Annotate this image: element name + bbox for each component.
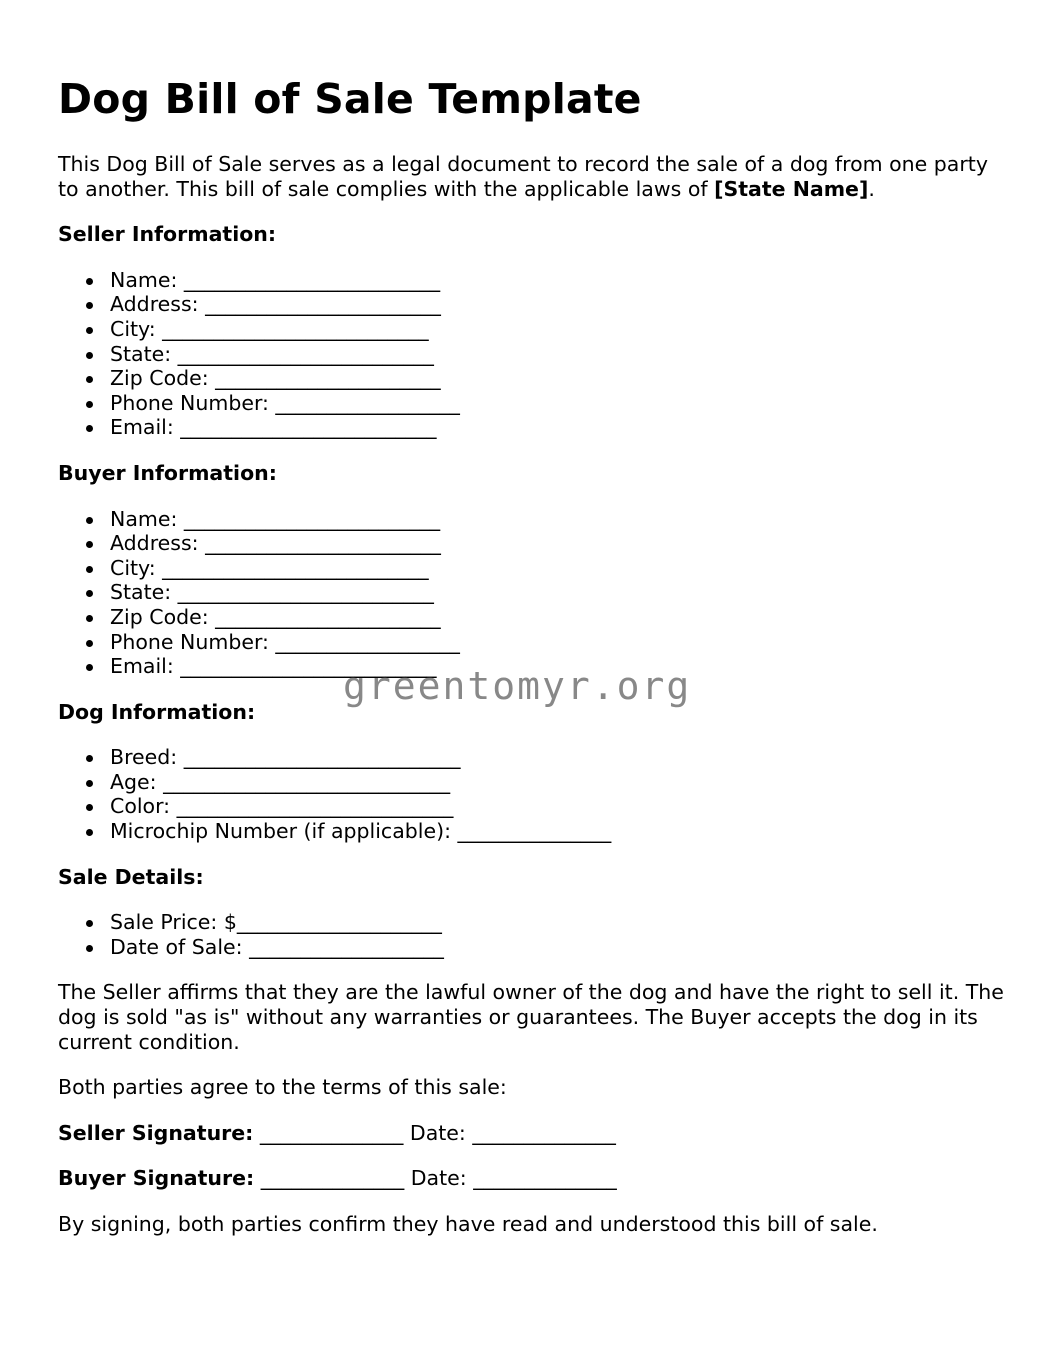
intro-end: . [868, 176, 875, 201]
seller-information-list [58, 268, 1008, 440]
date-of-sale-field: Date of Sale: ___________________ [110, 935, 1008, 960]
sale-details-heading: Sale Details: [58, 864, 204, 889]
seller-state-field: State: _________________________ [110, 342, 1008, 367]
seller-signature-label: Seller Signature: [58, 1120, 254, 1145]
dog-breed-field: Breed: ___________________________ [110, 745, 1008, 770]
seller-address-field: Address: _______________________ [110, 292, 1008, 317]
dog-age-field: Age: ____________________________ [110, 770, 1008, 795]
agreement-paragraph: Both parties agree to the terms of this sale: [58, 1075, 507, 1100]
buyer-phone-number-field: Phone Number: __________________ [110, 630, 1008, 655]
buyer-information-list [58, 507, 1008, 679]
dog-color-field: Color: ___________________________ [110, 794, 1008, 819]
buyer-information-heading: Buyer Information: [58, 460, 277, 485]
sale-price-field: Sale Price: $____________________ [110, 910, 1008, 935]
buyer-signature-blanks: ______________ Date: ______________ [254, 1166, 617, 1191]
seller-information-heading: Seller Information: [58, 222, 277, 247]
buyer-signature-label: Buyer Signature: [58, 1166, 255, 1191]
buyer-name-field: Name: _________________________ [110, 507, 1008, 532]
seller-phone-number-field: Phone Number: __________________ [110, 391, 1008, 416]
seller-name-field: Name: _________________________ [110, 268, 1008, 293]
seller-signature-blanks: ______________ Date: ______________ [253, 1120, 616, 1145]
sale-details-list [58, 910, 1008, 959]
seller-city-field: City: __________________________ [110, 317, 1008, 342]
intro-text: This Dog Bill of Sale serves as a legal document to record the sale of a dog from one party to another. This bill of sale complies with the applicable laws of [58, 152, 988, 201]
buyer-city-field: City: __________________________ [110, 556, 1008, 581]
watermark: greentomyr.org [343, 664, 692, 708]
dog-microchip-number-field: Microchip Number (if applicable): _______________ [110, 819, 1008, 844]
dog-information-heading: Dog Information: [58, 699, 256, 724]
buyer-address-field: Address: _______________________ [110, 531, 1008, 556]
buyer-state-field: State: _________________________ [110, 580, 1008, 605]
seller-signature-line [58, 1121, 1008, 1146]
document-title: Dog Bill of Sale Template [58, 75, 642, 123]
seller-zip-code-field: Zip Code: ______________________ [110, 366, 1008, 391]
seller-email-field: Email: _________________________ [110, 415, 1008, 440]
buyer-zip-code-field: Zip Code: ______________________ [110, 605, 1008, 630]
affirmation-paragraph: The Seller affirms that they are the lawful owner of the dog and have the right to sell it. The dog is sold "as is" without any warranties or guarantees. The Buyer accepts the dog in its current condition. [58, 980, 1004, 1054]
buyer-email-field: Email: _________________________ [110, 654, 1008, 679]
state-name-placeholder: [State Name] [714, 176, 869, 201]
dog-information-list [58, 745, 1008, 843]
buyer-signature-line [58, 1166, 1008, 1191]
intro-paragraph [58, 152, 1008, 201]
closing-paragraph: By signing, both parties confirm they have read and understood this bill of sale. [58, 1212, 878, 1236]
